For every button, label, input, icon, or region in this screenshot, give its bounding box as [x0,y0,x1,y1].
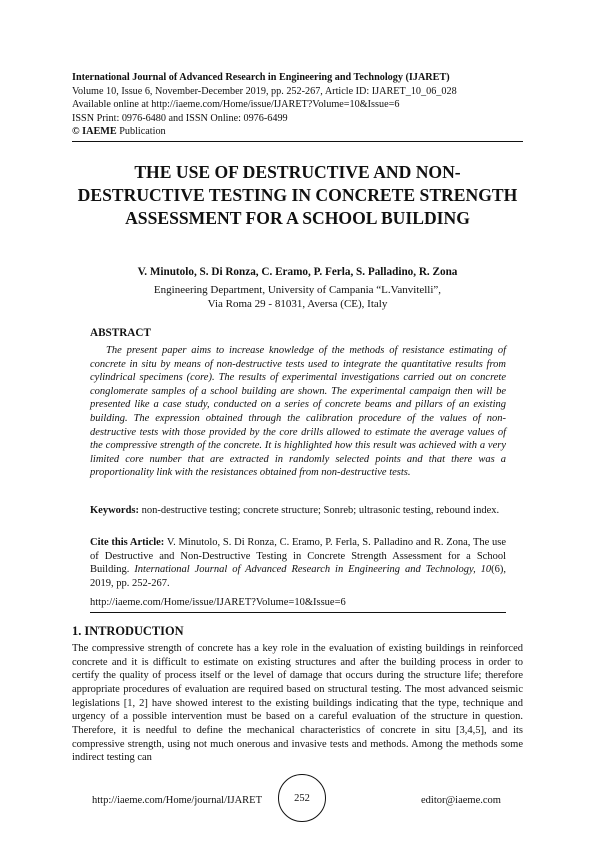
journal-name: International Journal of Advanced Research in Engineering and Technology (IJARET) [72,72,450,83]
abstract-heading: ABSTRACT [90,327,151,339]
author-list: V. Minutolo, S. Di Ronza, C. Eramo, P. Ferla, S. Palladino, R. Zona [137,266,458,278]
header-divider [72,141,523,142]
affiliation [72,283,523,312]
keywords-label: Keywords: [90,505,139,516]
online-line: Available online at http://iaeme.com/Home/issue/IJARET?Volume=10&Issue=6 [72,99,400,111]
keywords-text: non-destructive testing; concrete structure; Sonreb; ultrasonic testing, rebound index. [139,505,500,516]
publisher-line [72,125,532,139]
citation-divider [90,612,506,613]
keywords [90,504,506,518]
page-number-badge [278,774,326,822]
affiliation-line-2: Via Roma 29 - 81031, Aversa (CE), Italy [207,298,388,311]
footer-email-link[interactable]: editor@iaeme.com [421,795,501,806]
citation-label: Cite this Article: [90,537,165,548]
volume-line: Volume 10, Issue 6, November-December 2019, pp. 252-267, Article ID: IJARET_10_06_028 [72,85,457,97]
article-title: THE USE OF DESTRUCTIVE AND NON-DESTRUCTIVE TESTING IN CONCRETE STRENGTH ASSESSMENT FOR A SCHOOL BUILDING [77,162,518,228]
issn-line: ISSN Print: 0976-6480 and ISSN Online: 0976-6499 [72,112,288,124]
publisher-mark: © IAEME [72,126,117,138]
citation [90,536,506,590]
introduction-text: The compressive strength of concrete has a key role in the evaluation of existing buildings in reinforced concrete and it is difficult to estimate on existing structures and after the building process in order to certify the quality of process itself or the level of damage that occurs during the structure life; therefore appropriate procedures of evaluation are required based on structural testing. The most advanced seismic legislations [1, 2] have showed interest to the existing buildings indicating that the type, technique and urgency of a possible intervention must be based on a careful evaluation of the structure in question. Therefore, it is needful to define the mechanical characteristics of concrete in situ [3,4,5], and its compressive strength, using not much onerous and invasive tests and methods. Among the methods some indirect testing can [72,643,523,764]
abstract-text: The present paper aims to increase knowledge of the methods of resistance estimating of concrete in situ by means of non-destructive tests used to integrate the quantitative results from cylindrical specimens (core). The results of experimental investigations carried out on concrete conglomerate samples of a school building are shown. The experimental campaign then will be presented like a case study, conducted on a series of concrete beams and pillars of an existing building. The expression obtained through the calibration procedure of the values of non-destructive tests with those provided by the core drills allowed to estimate the average values of the compressive strength of the concrete. It is highlighted how this result was achieved with a very limited core number that are extracted in randomly selected points and that there was a proportionality link with the resistances obtained from non-destructive tests. [90,345,506,479]
section-heading: 1. INTRODUCTION [72,624,184,638]
citation-journal: International Journal of Advanced Research in Engineering and Technology, 10 [134,564,492,576]
citation-text: V. Minutolo, S. Di Ronza, C. Eramo, P. Ferla, S. Palladino and R. Zona, The use of Destructive and Non-Destructive Testing in Concrete Strength Assessment for a School Building. [90,537,507,576]
page-number: 252 [294,792,310,804]
journal-header [72,71,532,139]
footer-journal-link[interactable]: http://iaeme.com/Home/journal/IJARET [92,795,263,806]
publisher-word: Publication [116,126,166,138]
affiliation-line-1: Engineering Department, University of Campania “L.Vanvitelli”, [153,284,442,296]
citation-url[interactable]: http://iaeme.com/Home/issue/IJARET?Volume=10&Issue=6 [90,597,346,608]
citation-issue: (6), 2019, pp. 252-267. [90,564,506,589]
